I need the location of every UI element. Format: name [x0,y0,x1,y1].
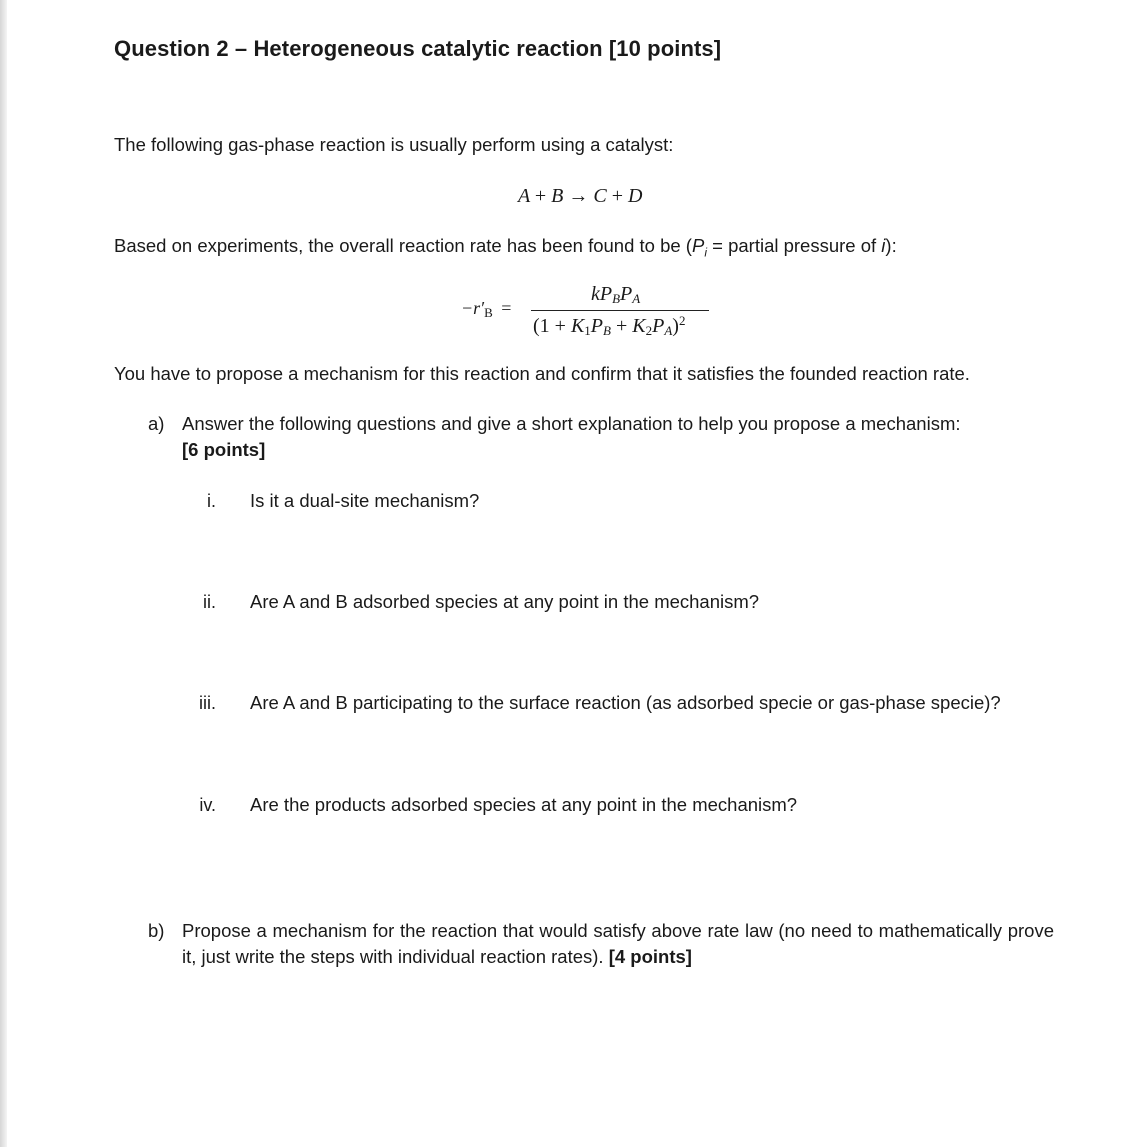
question-iii-text: Are A and B participating to the surface reaction (as adsorbed specie or gas-phase specie)? [250,692,1001,713]
part-b-label: b) [148,920,165,941]
question-i-text: Is it a dual-site mechanism? [250,490,480,511]
part-b-text: Propose a mechanism for the reaction that would satisfy above rate law (no need to mathematically prove it, just write the steps with individual reaction rates). [4 points] [182,920,1054,967]
reaction-equation: A + B → C + D [518,185,643,207]
question-iv-text: Are the products adsorbed species at any point in the mechanism? [250,794,798,815]
task-text: You have to propose a mechanism for this reaction and confirm that it satisfies the founded reaction rate. [114,363,970,384]
question-iv-number: iv. [199,795,216,815]
rate-law-numerator: $kP_BP_A$ [591,283,641,306]
part-a-text: Answer the following questions and give a short explanation to help you propose a mechanism: [6 points] [182,413,961,460]
question-i-number: i. [207,491,216,511]
rate-law-lhs: $-r'_B$ = [461,298,512,320]
rate-intro: Based on experiments, the overall reaction rate has been found to be ($P_i$ = partial pressure of i): [114,235,897,260]
question-iii-number: iii. [199,693,216,713]
question-ii-text: Are A and B adsorbed species at any point in the mechanism? [250,591,760,612]
question-title: Question 2 – Heterogeneous catalytic reaction [10 points] [114,36,722,61]
page-edge-shadow [0,0,7,1147]
intro-text: The following gas-phase reaction is usually perform using a catalyst: [114,134,674,155]
part-a-label: a) [148,413,165,434]
fraction-bar [531,310,709,311]
rate-law-denominator: $(1 + K_1P_B + K_2P_A)^2$ [533,313,686,338]
question-ii-number: ii. [203,592,216,612]
